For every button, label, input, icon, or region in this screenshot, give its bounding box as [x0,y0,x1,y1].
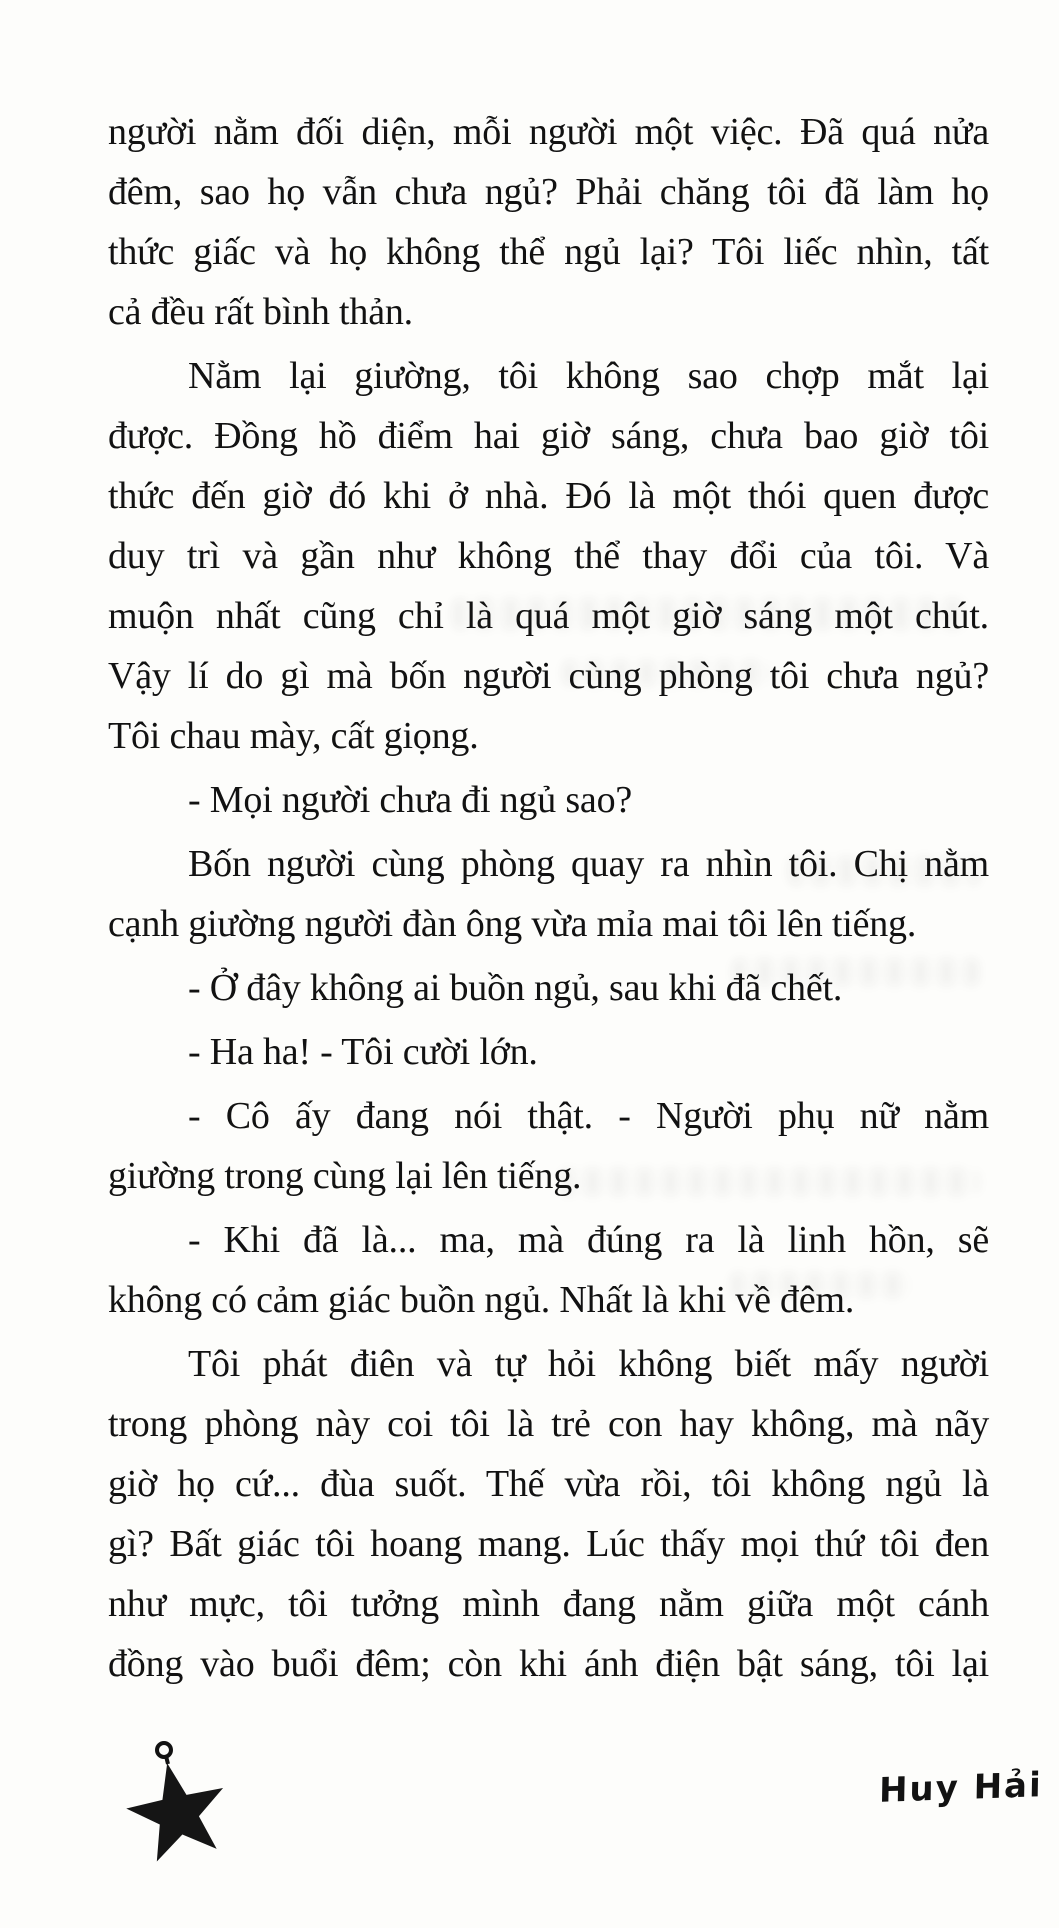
text-line: được. Đồng hồ điểm hai giờ sáng, chưa bao giờ tôi [108,415,989,457]
text-line: như mực, tôi tưởng mình đang nằm giữa một cánh [108,1583,989,1625]
paragraph [108,1210,989,1330]
text-line: duy trì và gần như không thể thay đổi của tôi. Và [108,535,989,577]
paragraph [108,1022,989,1082]
paragraph [108,770,989,830]
paragraph [108,1086,989,1206]
text-line: cạnh giường người đàn ông vừa mỉa mai tôi lên tiếng. [108,903,917,945]
text-line: Vậy lí do gì mà bốn người cùng phòng tôi chưa ngủ? [108,655,989,697]
text-line: người nằm đối diện, mỗi người một việc. Đã quá nửa [108,111,989,153]
paragraph [108,958,989,1018]
text-line: - Ha ha! - Tôi cười lớn. [188,1031,538,1073]
paragraph [108,102,989,342]
page-footer [0,1730,1059,1900]
text-line: Tôi phát điên và tự hỏi không biết mấy người [188,1343,989,1385]
text-line: giờ họ cứ... đùa suốt. Thế vừa rồi, tôi không ngủ là [108,1463,989,1505]
author-signature: Huy Hải [878,1765,1044,1811]
text-line: trong phòng này coi tôi là trẻ con hay không, mà nãy [108,1403,989,1445]
text-line: gì? Bất giác tôi hoang mang. Lúc thấy mọi thứ tôi đen [108,1523,989,1565]
text-line: muộn nhất cũng chỉ là quá một giờ sáng một chút. [108,595,989,637]
text-line: - Mọi người chưa đi ngủ sao? [188,779,633,821]
paragraph [108,1334,989,1694]
text-line: thức giấc và họ không thể ngủ lại? Tôi liếc nhìn, tất [108,231,989,273]
text-line: không có cảm giác buồn ngủ. Nhất là khi về đêm. [108,1279,855,1321]
paragraph [108,834,989,954]
text-line: đêm, sao họ vẫn chưa ngủ? Phải chăng tôi đã làm họ [108,171,989,213]
star-ornament-icon [118,1736,233,1866]
text-line: Nằm lại giường, tôi không sao chợp mắt lại [188,355,989,397]
text-line: - Khi đã là... ma, mà đúng ra là linh hồn, sẽ [188,1219,989,1261]
text-line: - Cô ấy đang nói thật. - Người phụ nữ nằm [188,1095,989,1137]
text-line: Bốn người cùng phòng quay ra nhìn tôi. Chị nằm [188,843,989,885]
text-line: Tôi chau mày, cất giọng. [108,715,479,757]
paragraph [108,346,989,766]
text-line: - Ở đây không ai buồn ngủ, sau khi đã chết. [188,967,843,1009]
text-line: đồng vào buổi đêm; còn khi ánh điện bật sáng, tôi lại [108,1643,989,1685]
text-line: cả đều rất bình thản. [108,291,413,333]
page-text [108,102,989,1698]
text-line: giường trong cùng lại lên tiếng. [108,1155,582,1197]
text-line: thức đến giờ đó khi ở nhà. Đó là một thói quen được [108,475,989,517]
